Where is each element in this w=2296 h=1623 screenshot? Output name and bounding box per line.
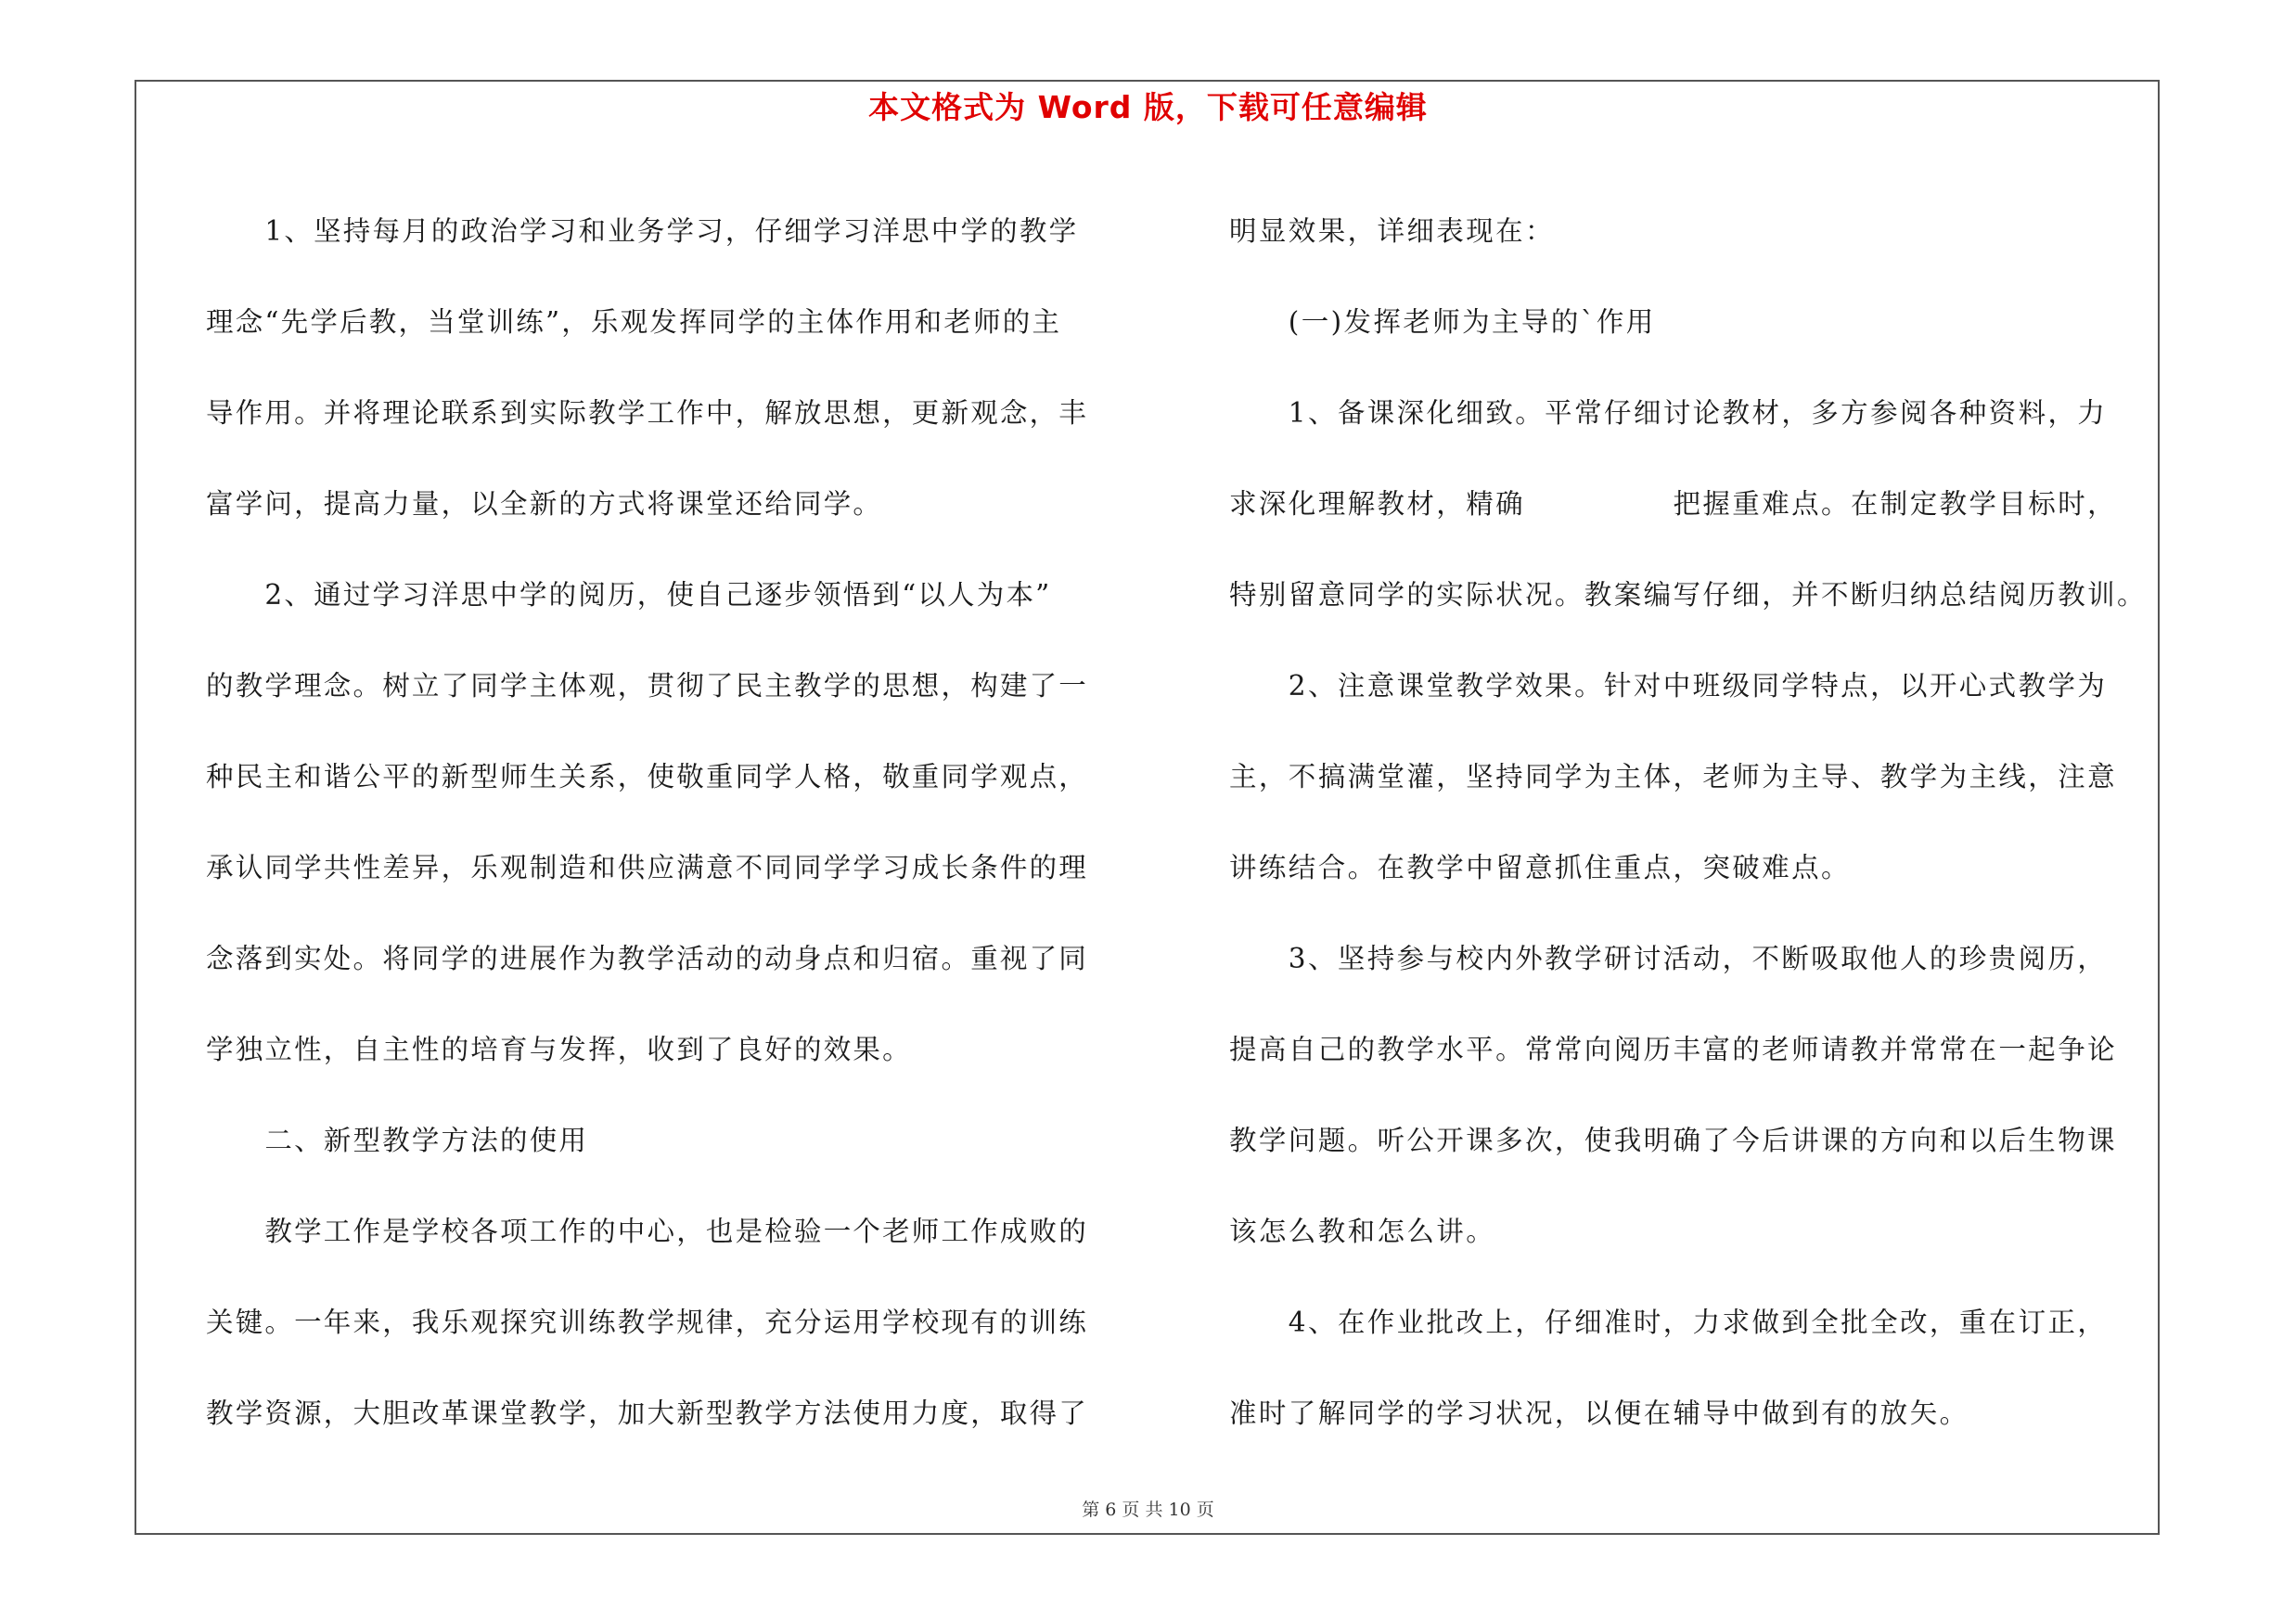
text-line: 求深化理解教材，精确 把握重难点。在制定教学目标时，: [1229, 488, 2118, 520]
text-line: 该怎么教和怎么讲。: [1229, 1216, 1496, 1247]
text-line: 教学工作是学校各项工作的中心，也是检验一个老师工作成败的: [206, 1216, 1089, 1247]
section-heading: (一)发挥老师为主导的`作用: [1229, 306, 1656, 338]
section-heading: 二、新型教学方法的使用: [206, 1125, 589, 1156]
text-line: 准时了解同学的学习状况，以便在辅导中做到有的放矢。: [1229, 1398, 1969, 1429]
page-number-footer: 第 6 页 共 10 页: [1082, 1500, 1214, 1520]
text-line: 2、通过学习洋思中学的阅历，使自己逐步领悟到“以人为本”: [206, 579, 1052, 611]
text-line: 讲练结合。在教学中留意抓住重点，突破难点。: [1229, 852, 1851, 883]
text-line: 提高自己的教学水平。常常向阅历丰富的老师请教并常常在一起争论: [1229, 1034, 2118, 1065]
text-line: 2、注意课堂教学效果。针对中班级同学特点，以开心式教学为: [1229, 670, 2108, 702]
left-text-column: [206, 186, 1126, 1459]
text-line: 富学问，提高力量，以全新的方式将课堂还给同学。: [206, 488, 883, 520]
text-line: 关键。一年来，我乐观探究训练教学规律，充分运用学校现有的训练: [206, 1307, 1089, 1338]
text-line: 承认同学共性差异，乐观制造和供应满意不同同学学习成长条件的理: [206, 852, 1089, 883]
text-line: 主，不搞满堂灌，坚持同学为主体，老师为主导、教学为主线，注意: [1229, 761, 2118, 792]
text-line: 1、坚持每月的政治学习和业务学习，仔细学习洋思中学的教学: [206, 215, 1079, 247]
right-text-column: [1229, 186, 2166, 1459]
text-line: 学独立性，自主性的培育与发挥，收到了良好的效果。: [206, 1034, 912, 1065]
text-line: 教学资源，大胆改革课堂教学，加大新型教学方法使用力度，取得了: [206, 1398, 1089, 1429]
text-line: 的教学理念。树立了同学主体观，贯彻了民主教学的思想，构建了一: [206, 670, 1089, 702]
text-line: 明显效果，详细表现在：: [1229, 215, 1555, 247]
text-line: 1、备课深化细致。平常仔细讨论教材，多方参阅各种资料，力: [1229, 397, 2108, 429]
text-line: 4、在作业批改上，仔细准时，力求做到全批全改，重在订正，: [1229, 1307, 2108, 1338]
text-line: 3、坚持参与校内外教学研讨活动，不断吸取他人的珍贵阅历，: [1229, 943, 2108, 974]
text-line: 导作用。并将理论联系到实际教学工作中，解放思想，更新观念，丰: [206, 397, 1089, 429]
text-line: 念落到实处。将同学的进展作为教学活动的动身点和归宿。重视了同: [206, 943, 1089, 974]
text-line: 特别留意同学的实际状况。教案编写仔细，并不断归纳总结阅历教训。: [1229, 579, 2147, 611]
text-line: 理念“先学后教，当堂训练”，乐观发挥同学的主体作用和老师的主: [206, 306, 1062, 338]
text-line: 教学问题。听公开课多次，使我明确了今后讲课的方向和以后生物课: [1229, 1125, 2118, 1156]
text-line: 种民主和谐公平的新型师生关系，使敬重同学人格，敬重同学观点，: [206, 761, 1089, 792]
editable-word-banner: 本文格式为 Word 版，下载可任意编辑: [868, 89, 1428, 125]
